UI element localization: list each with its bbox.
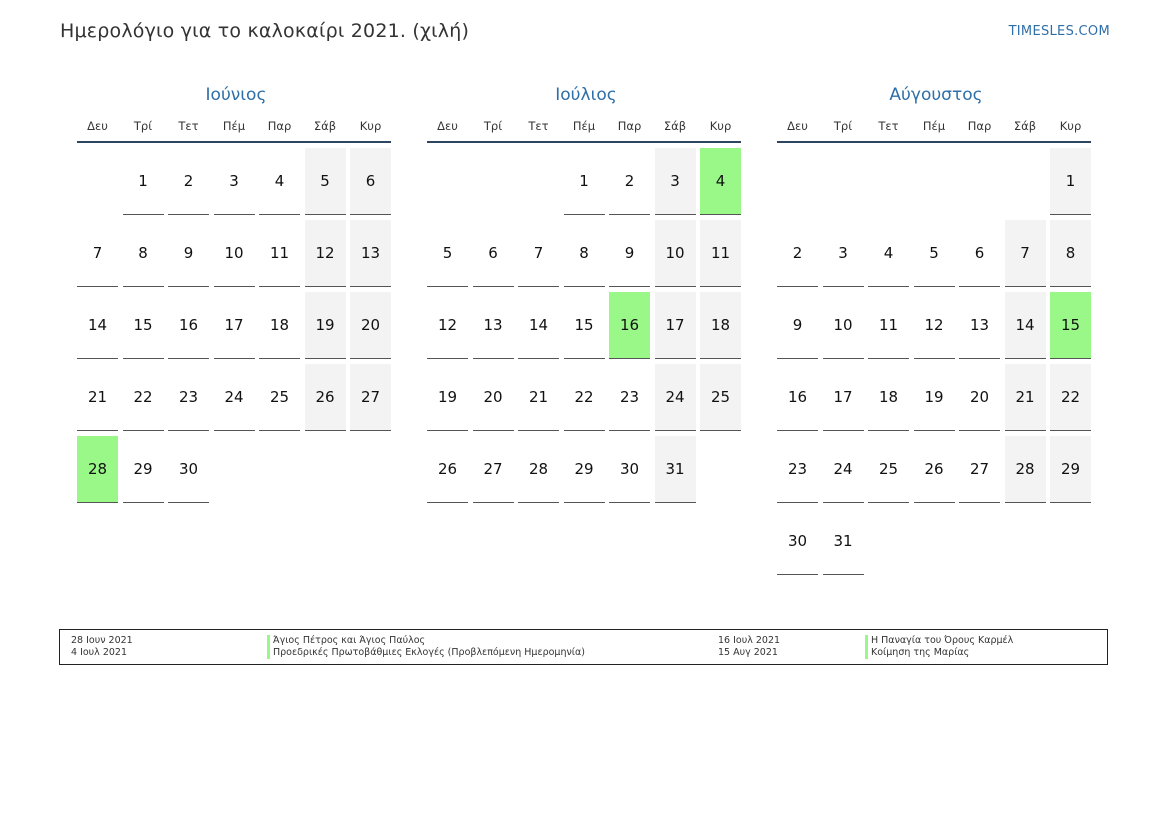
month-title: Αύγουστος [889,85,983,105]
day-cell[interactable]: 14 [77,292,118,359]
day-cell[interactable]: 10 [823,292,864,359]
day-cell[interactable]: 14 [1005,292,1046,359]
day-cell[interactable]: 1 [123,148,164,215]
day-cell[interactable]: 8 [1050,220,1091,287]
day-cell[interactable]: 21 [518,364,559,431]
day-cell[interactable]: 25 [868,436,909,503]
day-cell[interactable]: 4 [259,148,300,215]
empty-cell [473,148,514,214]
weekday-label: Πέμ [222,119,246,133]
day-cell[interactable]: 21 [77,364,118,431]
weekday-label: Δευ [87,119,108,133]
day-cell[interactable]: 29 [564,436,605,503]
day-cell[interactable]: 19 [305,292,346,359]
empty-cell [427,148,468,214]
day-cell[interactable]: 27 [473,436,514,503]
day-cell[interactable]: 20 [473,364,514,431]
legend-names-right [865,635,1013,659]
site-link[interactable]: TIMESLES.COM [1008,24,1110,39]
day-cell[interactable]: 20 [350,292,391,359]
day-cell[interactable]: 2 [777,220,818,287]
weekday-label: Δευ [437,119,458,133]
day-cell[interactable]: 31 [823,508,864,575]
empty-cell [868,148,909,214]
day-cell[interactable]: 27 [959,436,1000,503]
day-cell[interactable]: 2 [609,148,650,215]
day-grid [777,148,1091,575]
day-cell[interactable]: 9 [777,292,818,359]
day-cell[interactable]: 23 [168,364,209,431]
empty-cell [77,148,118,214]
weekday-label: Παρ [967,119,992,133]
month-calendar [777,82,1095,575]
day-cell[interactable]: 11 [700,220,741,287]
empty-cell [914,148,955,214]
weekday-header [777,113,1091,143]
day-cell[interactable]: 21 [1005,364,1046,431]
legend-dates-left [71,635,133,659]
weekday-header [427,113,741,143]
month-title: Ιούλιος [555,85,617,105]
day-cell[interactable]: 24 [655,364,696,431]
day-cell[interactable]: 29 [123,436,164,503]
day-cell[interactable]: 3 [823,220,864,287]
day-cell[interactable]: 9 [609,220,650,287]
day-cell[interactable]: 1 [1050,148,1091,215]
weekday-label: Δευ [787,119,808,133]
day-cell[interactable]: 31 [655,436,696,503]
day-cell[interactable]: 28 [1005,436,1046,503]
legend-date: 15 Αυγ 2021 [718,647,778,658]
day-cell[interactable]: 26 [427,436,468,503]
day-cell[interactable]: 12 [914,292,955,359]
day-cell[interactable]: 10 [655,220,696,287]
day-cell[interactable]: 8 [564,220,605,287]
weekday-label: Πέμ [922,119,946,133]
day-cell[interactable]: 5 [427,220,468,287]
day-cell[interactable]: 3 [214,148,255,215]
day-cell[interactable]: 5 [914,220,955,287]
month-calendar [427,82,745,503]
holiday-day-cell[interactable]: 28 [77,436,118,503]
day-cell[interactable]: 6 [473,220,514,287]
day-cell[interactable]: 6 [350,148,391,215]
day-cell[interactable]: 23 [777,436,818,503]
weekday-label: Τετ [178,119,199,133]
page-title: Ημερολόγιο για το καλοκαίρι 2021. (χιλή) [60,20,470,42]
day-cell[interactable]: 9 [168,220,209,287]
day-cell[interactable]: 1 [564,148,605,215]
day-cell[interactable]: 4 [868,220,909,287]
day-cell[interactable]: 6 [959,220,1000,287]
day-cell[interactable]: 18 [700,292,741,359]
day-cell[interactable]: 15 [564,292,605,359]
weekday-label: Σάβ [663,119,687,133]
day-cell[interactable]: 18 [868,364,909,431]
day-cell[interactable]: 22 [1050,364,1091,431]
legend-holiday-name: Άγιος Πέτρος και Άγιος Παύλος [267,635,585,647]
day-cell[interactable]: 13 [350,220,391,287]
weekday-label: Τρί [483,119,503,133]
day-cell[interactable]: 7 [1005,220,1046,287]
legend-date: 16 Ιουλ 2021 [718,635,781,646]
day-cell[interactable]: 8 [123,220,164,287]
day-cell[interactable]: 30 [609,436,650,503]
day-cell[interactable]: 25 [259,364,300,431]
legend-names-left [267,635,585,659]
holiday-day-cell[interactable]: 15 [1050,292,1091,359]
weekday-label: Παρ [617,119,642,133]
day-cell[interactable]: 20 [959,364,1000,431]
empty-cell [518,148,559,214]
legend-dates-right [718,635,780,659]
day-cell[interactable]: 29 [1050,436,1091,503]
day-cell[interactable]: 17 [214,292,255,359]
holiday-day-cell[interactable]: 16 [609,292,650,359]
empty-cell [823,148,864,214]
day-cell[interactable]: 7 [518,220,559,287]
weekday-label: Σάβ [1013,119,1037,133]
day-cell[interactable]: 13 [473,292,514,359]
day-cell[interactable]: 17 [655,292,696,359]
month-title: Ιούνιος [205,85,267,105]
day-cell[interactable]: 11 [868,292,909,359]
empty-cell [777,148,818,214]
weekday-label: Τρί [133,119,153,133]
day-cell[interactable]: 19 [914,364,955,431]
day-cell[interactable]: 2 [168,148,209,215]
day-cell[interactable]: 15 [123,292,164,359]
day-grid [427,148,741,503]
weekday-header [77,113,391,143]
legend-holiday-name: Προεδρικές Πρωτοβάθμιες Εκλογές (Προβλεπόμενη Ημερομηνία) [267,647,585,659]
day-cell[interactable]: 12 [427,292,468,359]
legend-date: 28 Ιουν 2021 [71,635,133,646]
day-cell[interactable]: 19 [427,364,468,431]
holiday-legend [59,629,1108,665]
legend-holiday-name: Κοίμηση της Μαρίας [865,647,1013,659]
day-cell[interactable]: 24 [823,436,864,503]
day-grid [77,148,391,503]
weekday-label: Κυρ [359,119,382,133]
weekday-label: Παρ [267,119,292,133]
day-cell[interactable]: 17 [823,364,864,431]
empty-cell [959,148,1000,214]
day-cell[interactable]: 22 [564,364,605,431]
day-cell[interactable]: 10 [214,220,255,287]
day-cell[interactable]: 14 [518,292,559,359]
day-cell[interactable]: 30 [777,508,818,575]
weekday-label: Τετ [528,119,549,133]
weekday-label: Τετ [878,119,899,133]
weekday-label: Πέμ [572,119,596,133]
day-cell[interactable]: 24 [214,364,255,431]
weekday-label: Τρί [833,119,853,133]
weekday-label: Κυρ [709,119,732,133]
day-cell[interactable]: 30 [168,436,209,503]
month-calendar [77,82,395,503]
day-cell[interactable]: 3 [655,148,696,215]
legend-date: 4 Ιουλ 2021 [71,647,127,658]
day-cell[interactable]: 7 [77,220,118,287]
day-cell[interactable]: 25 [700,364,741,431]
day-cell[interactable]: 18 [259,292,300,359]
day-cell[interactable]: 22 [123,364,164,431]
day-cell[interactable]: 26 [305,364,346,431]
day-cell[interactable]: 28 [518,436,559,503]
legend-holiday-name: Η Παναγία του Όρους Καρμέλ [865,635,1013,647]
day-cell[interactable]: 16 [777,364,818,431]
day-cell[interactable]: 27 [350,364,391,431]
empty-cell [1005,148,1046,214]
weekday-label: Κυρ [1059,119,1082,133]
holiday-day-cell[interactable]: 4 [700,148,741,215]
day-cell[interactable]: 16 [168,292,209,359]
day-cell[interactable]: 26 [914,436,955,503]
day-cell[interactable]: 12 [305,220,346,287]
day-cell[interactable]: 13 [959,292,1000,359]
day-cell[interactable]: 5 [305,148,346,215]
day-cell[interactable]: 11 [259,220,300,287]
weekday-label: Σάβ [313,119,337,133]
day-cell[interactable]: 23 [609,364,650,431]
